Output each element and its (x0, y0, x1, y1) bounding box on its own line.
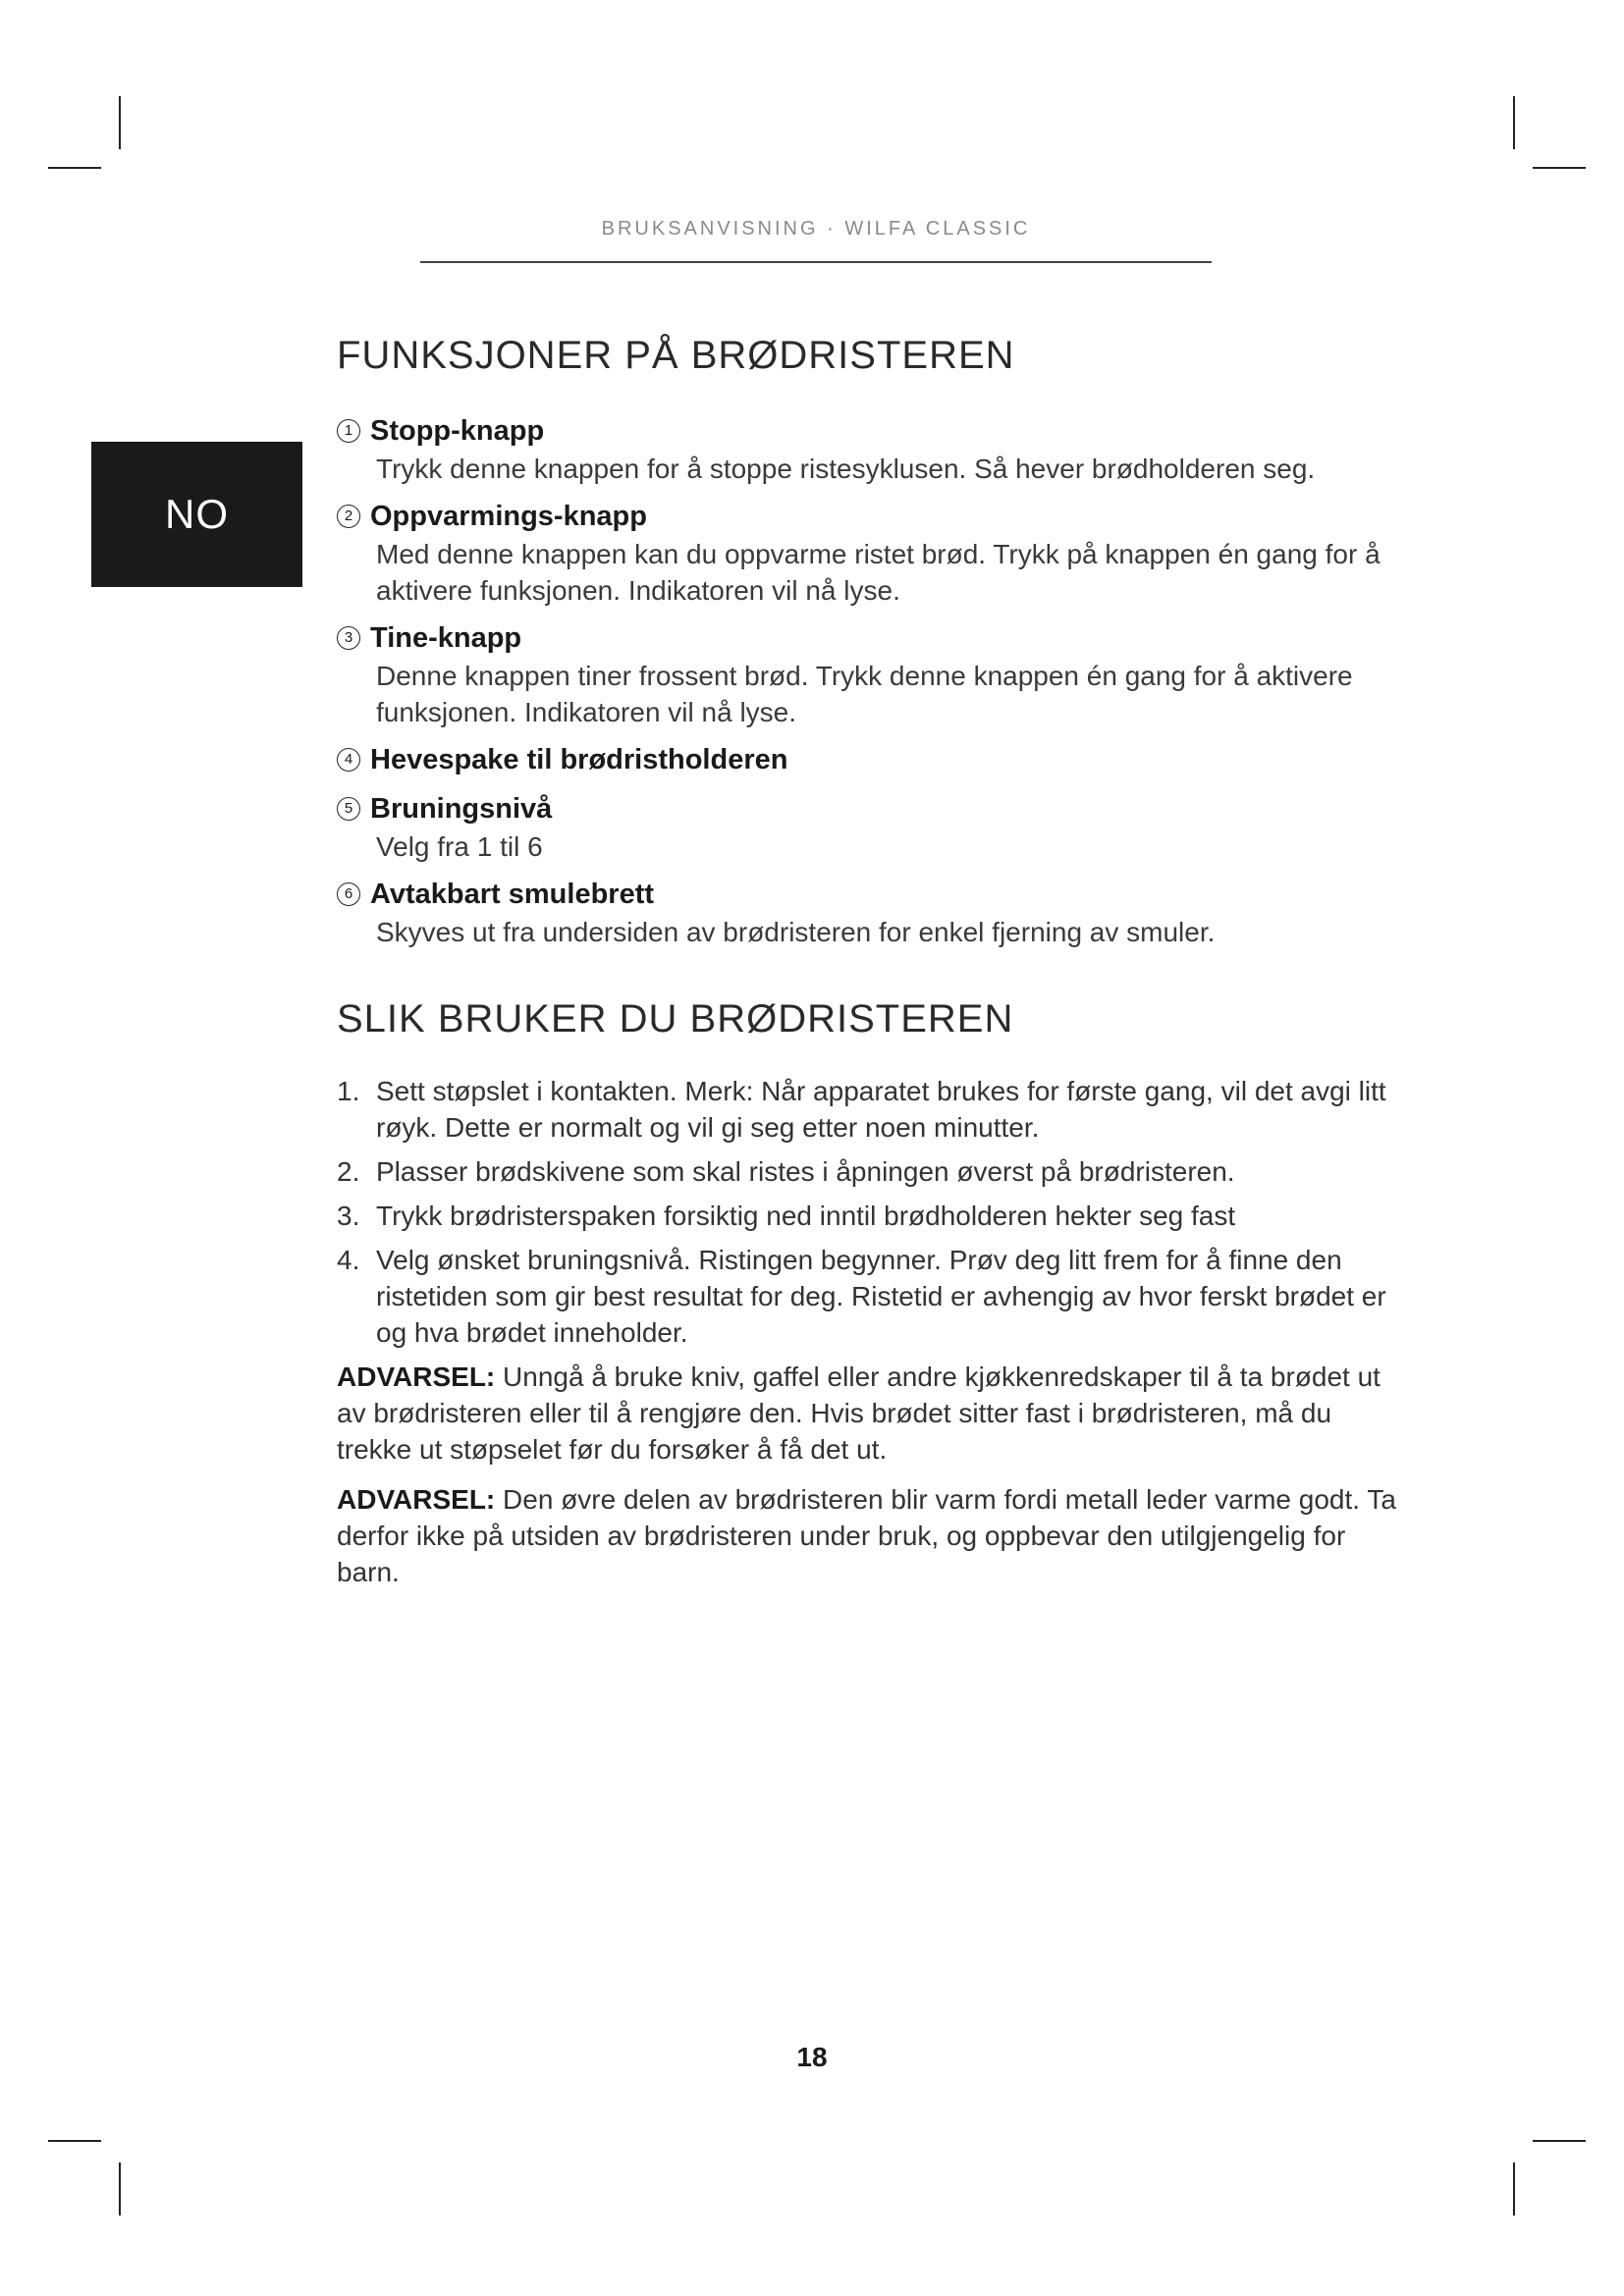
step-text: Plasser brødskivene som skal ristes i åpningen øverst på brødristeren. (376, 1156, 1235, 1187)
crop-mark-bottom-right-horizontal (1533, 2140, 1586, 2142)
feature-item (337, 497, 1397, 609)
feature-title: Tine-knapp (370, 622, 522, 654)
feature-title: Stopp-knapp (370, 415, 545, 447)
running-header: BRUKSANVISNING · WILFA CLASSIC (601, 218, 1031, 240)
circled-number: 1 (337, 419, 360, 443)
feature-heading (337, 789, 1397, 828)
section-title-usage: SLIK BRUKER DU BRØDRISTEREN (337, 997, 1014, 1041)
crop-mark-top-left-vertical (119, 96, 121, 149)
language-tab (91, 442, 302, 587)
language-tab-label: NO (165, 491, 229, 537)
feature-description: Med denne knappen kan du oppvarme ristet brød. Trykk på knappen én gang for å aktivere funksjonen. Indikatoren vil nå lyse. (376, 539, 1380, 606)
feature-heading (337, 497, 1397, 536)
warning-label: ADVARSEL: (337, 1484, 496, 1515)
page-number: 18 (796, 2042, 828, 2072)
usage-step (337, 1073, 1397, 1146)
feature-item (337, 618, 1397, 730)
feature-title: Hevespake til brødristholderen (370, 744, 788, 775)
step-number: 3. (337, 1201, 360, 1231)
circled-number: 2 (337, 505, 360, 528)
circled-number: 3 (337, 626, 360, 650)
feature-description: Velg fra 1 til 6 (376, 831, 543, 862)
usage-section (337, 1073, 1397, 1604)
feature-title: Oppvarmings-knapp (370, 501, 647, 532)
step-number: 1. (337, 1076, 360, 1106)
feature-item (337, 789, 1397, 865)
feature-description: Denne knappen tiner frossent brød. Trykk denne knappen én gang for å aktivere funksjonen. Indikatoren vil nå lyse. (376, 661, 1353, 727)
feature-title: Avtakbart smulebrett (370, 879, 655, 910)
warning-paragraph (337, 1359, 1397, 1468)
feature-heading (337, 875, 1397, 914)
usage-steps (337, 1073, 1397, 1351)
warning-label: ADVARSEL: (337, 1362, 496, 1392)
feature-heading (337, 618, 1397, 658)
step-text: Velg ønsket bruningsnivå. Ristingen begynner. Prøv deg litt frem for å finne den ristetiden som gir best resultat for deg. Ristetid er avhengig av hvor ferskt brødet er og hva brødet inneholder. (376, 1245, 1386, 1348)
usage-step (337, 1153, 1397, 1190)
crop-mark-bottom-left-vertical (119, 2163, 121, 2216)
crop-mark-top-right-vertical (1513, 96, 1515, 149)
feature-heading (337, 411, 1397, 451)
warning-paragraph (337, 1481, 1397, 1590)
step-text: Sett støpslet i kontakten. Merk: Når apparatet brukes for første gang, vil det avgi litt røyk. Dette er normalt og vil gi seg etter noen minutter. (376, 1076, 1386, 1143)
usage-step (337, 1198, 1397, 1234)
warning-text: Den øvre delen av brødristeren blir varm fordi metall leder varme godt. Ta derfor ikke på utsiden av brødristeren under bruk, og oppbevar den utilgjengelig for barn. (337, 1484, 1396, 1587)
feature-title: Bruningsnivå (370, 793, 553, 825)
crop-mark-bottom-right-vertical (1513, 2163, 1515, 2216)
step-number: 4. (337, 1245, 360, 1275)
feature-description: Skyves ut fra undersiden av brødristeren for enkel fjerning av smuler. (376, 917, 1216, 947)
feature-list (337, 411, 1397, 950)
usage-step (337, 1242, 1397, 1351)
circled-number: 5 (337, 797, 360, 821)
feature-item (337, 740, 1397, 779)
section-title-functions: FUNKSJONER PÅ BRØDRISTEREN (337, 334, 1015, 377)
circled-number: 4 (337, 748, 360, 772)
header-rule (420, 261, 1212, 263)
feature-description: Trykk denne knappen for å stoppe ristesyklusen. Så hever brødholderen seg. (376, 454, 1316, 484)
feature-item (337, 875, 1397, 950)
step-number: 2. (337, 1156, 360, 1187)
feature-item (337, 411, 1397, 487)
crop-mark-bottom-left-horizontal (48, 2140, 101, 2142)
crop-mark-top-right-horizontal (1533, 167, 1586, 169)
circled-number: 6 (337, 882, 360, 906)
step-text: Trykk brødristerspaken forsiktig ned inntil brødholderen hekter seg fast (376, 1201, 1236, 1231)
crop-mark-top-left-horizontal (48, 167, 101, 169)
warning-text: Unngå å bruke kniv, gaffel eller andre kjøkkenredskaper til å ta brødet ut av brødristeren eller til å rengjøre den. Hvis brødet sitter fast i brødristeren, må du trekke ut støpselet før du forsøker å få det ut. (337, 1362, 1380, 1465)
feature-heading (337, 740, 1397, 779)
